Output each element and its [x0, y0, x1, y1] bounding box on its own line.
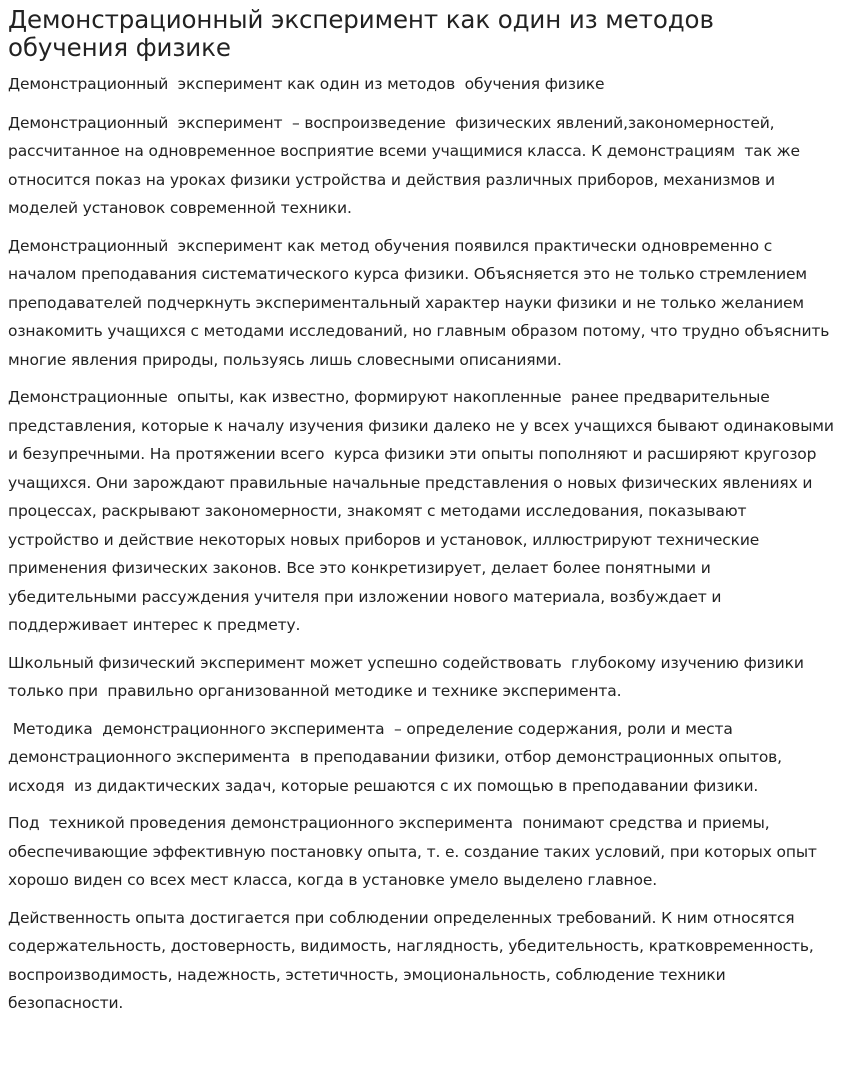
methodology-paragraph: Методика демонстрационного эксперимента – определение содержания, роли и места демонстрационного эксперимента в преподавании физики, отбор демонстрационных опытов, исходя из дидактических задач, которые решаются с их помощью в преподавании физики. [8, 719, 787, 795]
history-paragraph: Демонстрационный эксперимент как метод обучения появился практически одновременно с началом преподавания систематического курса физики. Объясняется это не только стремлением преподавателей подчеркнуть экспериментальный характер науки физики и не только желанием ознакомить учащихся с методами исследований, но главным образом потому, что трудно объяснить многие явления природы, пользуясь лишь словесными описаниями. [8, 236, 835, 369]
technique-paragraph: Под техникой проведения демонстрационного эксперимента понимают средства и приемы, обеспечивающие эффективную постановку опыта, т. е. создание таких условий, при которых опыт хорошо виден со всех мест класса, когда в установке умело выделено главное. [8, 814, 822, 889]
page-title: Демонстрационный эксперимент как один из методов обучения физике [8, 5, 714, 62]
subtitle-paragraph: Демонстрационный эксперимент как один из методов обучения физике [8, 75, 605, 93]
school-experiment-paragraph: Школьный физический эксперимент может успешно содействовать глубокому изучению физики только при правильно организованной методике и технике эксперимента. [8, 653, 809, 700]
purpose-paragraph: Демонстрационные опыты, как известно, формируют накопленные ранее предварительные представления, которые к началу изучения физики далеко не у всех учащихся бывают одинаковыми и безупречными. На протяжении всего курса физики эти опыты пополняют и расширяют кругозор учащихся. Они зарождают правильные начальные представления о новых физических явлениях и процессах, раскрывают закономерности, знакомят с методами исследования, показывают устройство и действие некоторых новых приборов и установок, иллюстрируют технические применения физических законов. Все это конкретизирует, делает более понятными и убедительными рассуждения учителя при изложении нового материала, возбуждает и поддерживает интерес к предмету. [8, 388, 844, 634]
requirements-paragraph: Действенность опыта достигается при соблюдении определенных требований. К ним относятся содержательность, достоверность, видимость, наглядность, убедительность, кратковременность, воспроизводимость, надежность, эстетичность, эмоциональность, соблюдение техники безопасности. [8, 908, 819, 1012]
definition-paragraph: Демонстрационный эксперимент – воспроизведение физических явлений,закономерностей, рассчитанное на одновременное восприятие всеми учащимися класса. К демонстрациям так же относится показ на уроках физики устройства и действия различных приборов, механизмов и моделей установок современной техники. [8, 113, 805, 217]
